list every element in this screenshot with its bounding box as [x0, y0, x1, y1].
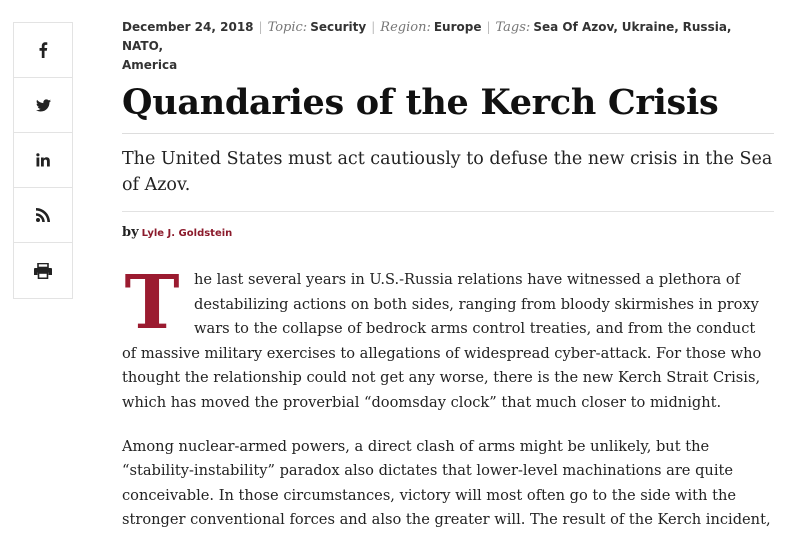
rss-icon [36, 208, 50, 222]
linkedin-icon [36, 153, 50, 167]
region-link[interactable]: Europe [433, 20, 482, 34]
subtitle-divider [122, 211, 774, 212]
region-label: Region: [380, 20, 431, 35]
share-rss-button[interactable] [14, 188, 72, 243]
tags-label: Tags: [495, 20, 531, 35]
share-twitter-button[interactable] [14, 78, 72, 133]
byline [122, 225, 774, 240]
article-date: December 24, 2018 [122, 20, 254, 34]
article-title: Quandaries of the Kerch Crisis [122, 82, 719, 123]
paragraph [122, 260, 774, 416]
tag-link[interactable]: Russia, [682, 20, 732, 34]
topic-label: Topic: [267, 20, 308, 35]
tag-link[interactable]: NATO, [122, 39, 164, 53]
twitter-icon [36, 99, 51, 112]
tag-link[interactable]: Sea Of Azov, [533, 20, 618, 34]
article-meta [122, 18, 774, 75]
tag-link[interactable]: Ukraine, [621, 20, 679, 34]
article-subtitle: The United States must act cautiously to defuse the new crisis in the Sea of Azov. [122, 149, 773, 195]
facebook-icon [38, 42, 48, 58]
article-body [122, 260, 774, 533]
paragraph: Among nuclear-armed powers, a direct clash of arms might be unlikely, but the “stability-instability” paradox also dictates that lower-level machinations are quite conceivable. In those circumstances, victory will most often go to the side with the stronger conventional forces and also the greater will. The result of the Kerch incident, [122, 437, 771, 529]
author-link[interactable]: Lyle J. Goldstein [141, 228, 233, 239]
paragraph-text: he last several years in U.S.-Russia relations have witnessed a plethora of destabilizing actions on both sides, ranging from bloody skirmishes in proxy wars to the collapse of bedrock arms control treaties, and from the conduct of massive military exercises to allegations of widespread cyber-attack. For those who thought the relationship could not get any worse, there is the new Kerch Strait Crisis, which has moved the proverbial “doomsday clock” that much closer to midnight. [122, 271, 762, 411]
share-linkedin-button[interactable] [14, 133, 72, 188]
topic-link[interactable]: Security [310, 20, 367, 34]
article [122, 18, 774, 552]
meta-separator: | [486, 20, 491, 34]
meta-separator: | [371, 20, 376, 34]
meta-separator: | [258, 20, 263, 34]
share-print-button[interactable] [14, 243, 72, 298]
title-divider [122, 133, 774, 134]
byline-by: by [122, 225, 139, 240]
share-facebook-button[interactable] [14, 23, 72, 78]
drop-cap: T [124, 260, 180, 346]
print-icon [34, 263, 52, 279]
tag-link[interactable]: America [122, 58, 178, 72]
share-bar [13, 22, 73, 299]
